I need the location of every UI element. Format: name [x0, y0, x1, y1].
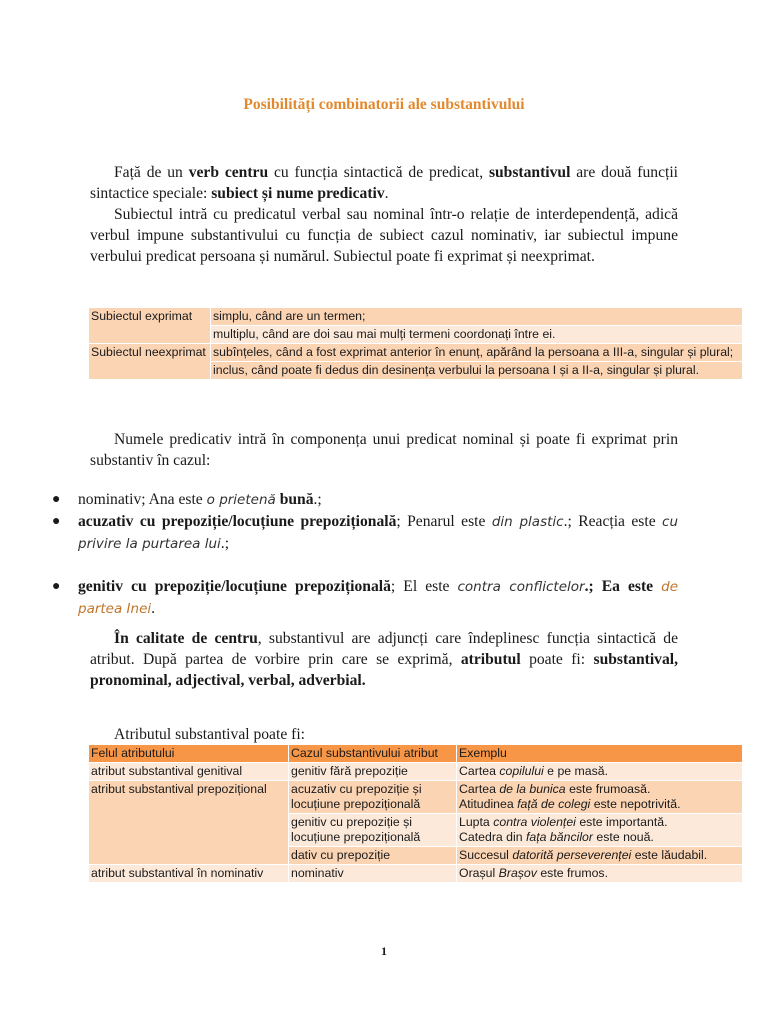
attribute-table-header: Exemplu [457, 745, 743, 763]
attribute-case: genitiv cu prepoziție și locuțiune prepozițională [289, 814, 457, 847]
subject-table-item: multiplu, când are doi sau mai mulți termeni coordonați între ei. [211, 326, 743, 344]
attribute-kind: atribut substantival în nominativ [89, 865, 289, 883]
subject-table-label: Subiectul neexprimat [89, 344, 211, 380]
subject-table-label: Subiectul exprimat [89, 308, 211, 344]
subject-table [88, 307, 743, 380]
intro-paragraph: Față de un verb centru cu funcția sintactică de predicat, substantivul are două funcții sintactice speciale: subiect și nume predicativ. Subiectul intră cu predicatul verbal sau nominal într-o relație de interdependență, adică verbul impune substantivului cu funcția de subiect cazul nominativ, iar subiectul impune verbului predicat persoana și numărul. Subiectul poate fi exprimat și neexprimat. [90, 164, 679, 265]
center-paragraph: În calitate de centru, substantivul are adjuncți care îndeplinesc funcția sintactică de atribut. După partea de vorbire prin care se exprimă, atributul poate fi: substantival, pronominal, adjectival, verbal, adverbial. [90, 630, 678, 689]
subject-table-item: inclus, când poate fi dedus din desinența verbului la persoana I și a II-a, singular și plural. [211, 362, 743, 380]
page-number: 1 [381, 944, 387, 958]
attribute-kind: atribut substantival genitival [89, 763, 289, 781]
attribute-example: Cartea copilului e pe masă. [457, 763, 743, 781]
list-item: ● nominativ; Ana este o prietenă bună.; [52, 491, 322, 508]
subject-table-item: simplu, când are un termen; [211, 308, 743, 326]
attribute-example: Lupta contra violenței este importantă. Catedra din fața băncilor este nouă. [457, 814, 743, 847]
list-item: ● genitiv cu prepoziție/locuțiune prepozițională; El este contra conflictelor.; Ea este de partea Inei. [52, 578, 679, 617]
attribute-table-header: Cazul substantivului atribut [289, 745, 457, 763]
attribute-case: dativ cu prepoziție [289, 847, 457, 865]
attribute-case: genitiv fără prepoziție [289, 763, 457, 781]
subject-table-item: subînțeles, când a fost exprimat anterior în enunț, apărând la persoana a III-a, singular și plural; [211, 344, 743, 362]
attribute-example: Orașul Brașov este frumos. [457, 865, 743, 883]
attribute-example: Cartea de la bunica este frumoasă. Atitudinea față de colegi este nepotrivită. [457, 781, 743, 814]
case-list [52, 489, 678, 620]
subject-paragraph: Subiectul intră cu predicatul verbal sau nominal într-o relație de interdependență, adică verbul impune substantivului cu funcția de subiect cazul nominativ, iar subiectul impune verbului predicat persoana și numărul. Subiectul poate fi exprimat și neexprimat. [90, 206, 678, 265]
attribute-table-header: Felul atributului [89, 745, 289, 763]
attribute-kind: atribut substantival prepozițional [89, 781, 289, 865]
attribute-intro: Atributul substantival poate fi: [114, 726, 305, 743]
table-row [89, 781, 743, 814]
predicative-paragraph: Numele predicativ intră în componența unui predicat nominal și poate fi exprimat prin substantiv în cazul: [90, 431, 678, 469]
page-title: Posibilități combinatorii ale substantivului [243, 96, 525, 113]
table-row [89, 763, 743, 781]
attribute-example: Succesul datorită perseverenței este lăudabil. [457, 847, 743, 865]
table-row [89, 865, 743, 883]
list-item: ● acuzativ cu prepoziție/locuțiune prepozițională; Penarul este din plastic.; Reacția este cu privire la purtarea lui.; [52, 513, 679, 552]
attribute-case: nominativ [289, 865, 457, 883]
attribute-table [88, 744, 743, 883]
attribute-case: acuzativ cu prepoziție și locuțiune prepozițională [289, 781, 457, 814]
